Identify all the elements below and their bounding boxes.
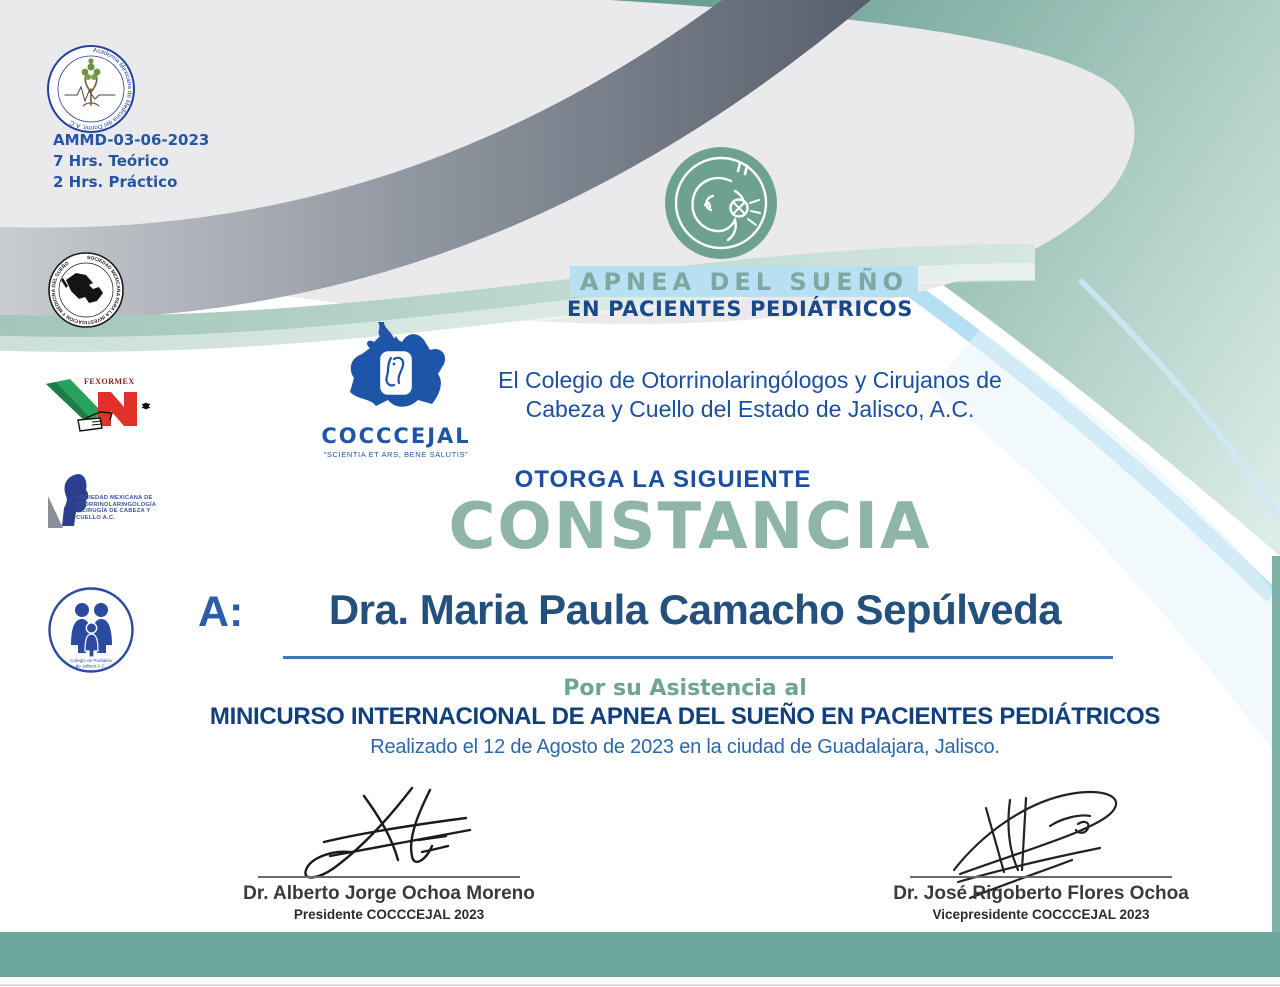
course-reason: Por su Asistencia al bbox=[563, 676, 807, 701]
ammd-ring-text: Academia Mexicana de Medicina del Dormir, A.C. bbox=[67, 47, 133, 132]
course-details: Realizado el 12 de Agosto de 2023 en la ciudad de Guadalajara, Jalisco. bbox=[370, 736, 1000, 758]
cocccejal-name: COCCCEJAL bbox=[321, 424, 471, 448]
smorl-line: CUELLO A.C. bbox=[76, 514, 116, 521]
smorl-line: OTORRINOLARINGOLOGÍA bbox=[76, 501, 157, 508]
signature-left-icon bbox=[280, 780, 490, 884]
pediatrics-seal-text1: Colegio de Pediatría bbox=[70, 658, 112, 663]
signature-line-left bbox=[258, 876, 520, 878]
fexormex-label: FEXORMEX bbox=[84, 377, 135, 386]
certificate-title: CONSTANCIA bbox=[448, 490, 932, 564]
accreditation-block bbox=[53, 130, 243, 193]
smims-seal-icon bbox=[48, 252, 124, 328]
bottom-teal-band bbox=[0, 932, 1280, 977]
signatory-left-name: Dr. Alberto Jorge Ochoa Moreno bbox=[243, 883, 535, 904]
smims-ring-text: SOCIEDAD MEXICANA PARA LA INVESTIGACIÓN Y MEDICINA DEL SUEÑO bbox=[51, 255, 120, 325]
recipient-name: Dra. Maria Paula Camacho Sepúlveda bbox=[328, 586, 1062, 633]
smorl-line: Y CIRUGÍA DE CABEZA Y bbox=[76, 508, 151, 515]
recipient-label: A: bbox=[198, 588, 244, 636]
accreditation-hours-theory: 7 Hrs. Teórico bbox=[53, 152, 169, 170]
event-title: APNEA DEL SUEÑO bbox=[579, 268, 909, 296]
smorl-name-block bbox=[76, 495, 186, 521]
cocccejal-motto: "SCIENTIA ET ARS, BENE SALUTIS" bbox=[323, 450, 469, 459]
accreditation-code: AMMD-03-06-2023 bbox=[53, 131, 210, 149]
issuer-name bbox=[440, 366, 1060, 424]
smorl-line: SOCIEDAD MEXICANA DE bbox=[76, 495, 153, 501]
accreditation-hours-practice: 2 Hrs. Práctico bbox=[53, 173, 178, 191]
signatory-right-name: Dr. José Rigoberto Flores Ochoa bbox=[893, 883, 1189, 904]
signatory-right-title: Vicepresidente COCCCEJAL 2023 bbox=[932, 907, 1150, 922]
cocccejal-map-icon bbox=[338, 320, 454, 422]
pediatrics-seal-icon bbox=[48, 587, 134, 673]
recipient-underline bbox=[283, 656, 1113, 659]
signatory-left-title: Presidente COCCCEJAL 2023 bbox=[293, 907, 485, 922]
course-title: MINICURSO INTERNACIONAL DE APNEA DEL SUEÑO EN PACIENTES PEDIÁTRICOS bbox=[209, 703, 1161, 730]
signature-line-right bbox=[910, 876, 1172, 878]
grant-lead-text: OTORGA LA SIGUIENTE bbox=[514, 466, 812, 493]
issuer-line1: El Colegio de Otorrinolaringólogos y Cirujanos de bbox=[498, 367, 1002, 393]
ammd-seal-icon bbox=[47, 45, 135, 133]
pediatrics-seal-text2: de Jalisco A.C. bbox=[75, 663, 107, 669]
event-subtitle: EN PACIENTES PEDIÁTRICOS bbox=[567, 297, 913, 321]
issuer-line2: Cabeza y Cuello del Estado de Jalisco, A.C. bbox=[525, 396, 975, 422]
bottom-hairline bbox=[0, 985, 1280, 986]
apnea-badge-icon bbox=[665, 147, 777, 259]
